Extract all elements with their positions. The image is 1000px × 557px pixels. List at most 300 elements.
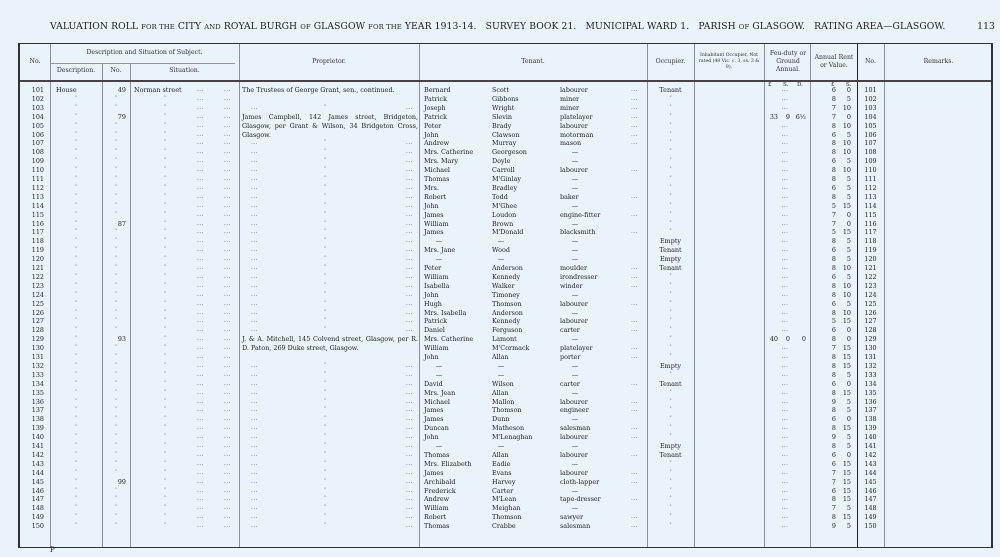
rent-shillings: 5 [846,192,851,201]
tenant-first-name: Mrs. Catherine [424,335,474,344]
row-number-right: 130 [864,344,877,353]
ditto-mark: " [74,451,78,457]
table-row [20,487,995,496]
rent-pounds: 8 [831,148,836,157]
page-title [50,21,995,32]
feu-empty: ... [781,451,789,458]
rent-pounds: 8 [831,290,836,299]
rent-pounds: 8 [831,308,836,317]
leader-dots: ... [197,389,204,396]
row-number: 145 [31,477,44,486]
ditto-mark: " [323,220,327,226]
ditto-mark: " [163,362,167,368]
tenant-occupation: porter [560,353,581,361]
tenant-occupation: motorman [560,130,594,139]
leader-dots: ... [224,309,231,316]
leader-dots: ... [197,220,204,227]
leader-dots: ... [406,434,413,441]
leader-dots: ... [631,523,638,530]
row-number-right: 104 [864,112,877,121]
row-number-right: 101 [864,86,877,94]
leader-dots: ... [197,505,204,512]
leader-dots: ... [224,87,231,93]
tenant-occupation: labourer [560,299,588,308]
tenant-first-name: James [424,210,444,219]
ditto-mark: " [163,354,167,359]
ditto-mark: " [74,202,78,208]
table-row [20,202,995,211]
ditto-mark: " [114,309,118,315]
ditto-mark: " [323,478,327,484]
row-number: 107 [31,139,44,148]
ditto-mark: " [114,407,118,413]
tenant-surname: Thomson [492,299,522,308]
feu-empty: ... [781,95,789,102]
tenant-occupation: labourer [560,166,588,175]
feu-empty: ... [781,211,789,218]
tenant-surname: Loudon [492,210,517,219]
ditto-mark: " [74,149,78,155]
table-row [20,415,995,424]
leader-dots: ... [251,371,258,378]
rent-pounds: 8 [831,388,836,397]
rent-pounds: 8 [831,281,836,290]
feu-empty: ... [781,291,789,298]
ditto-mark: " [163,443,167,448]
rent-shillings: 10 [842,103,851,112]
rent-pounds: 8 [831,166,836,175]
tenant-first-name: James [424,415,444,424]
tenant-first-name: William [424,504,449,513]
ditto-mark: " [323,425,327,431]
leader-dots: ... [251,273,258,280]
rent-pounds: 6 [831,415,836,424]
tenant-surname: Carroll [492,166,515,175]
leader-dots: ... [197,184,204,191]
ditto-mark: " [74,247,78,253]
ditto-mark: " [323,247,327,253]
tenant-surname: Doyle [492,157,511,166]
ditto-mark: " [323,434,327,440]
feu-empty: ... [781,309,789,316]
tenant-occupation: — [571,148,579,157]
tenant-first-name: William [424,344,449,353]
tenant-occupation: — [571,175,579,183]
table-row [20,237,995,246]
tenant-first-name: Thomas [424,175,450,183]
table-row [20,504,995,513]
row-number-right: 118 [864,237,877,246]
leader-dots: ... [197,113,204,120]
tenant-first-name: Andrew [424,139,450,148]
leader-dots: ... [224,505,231,512]
rent-shillings: 15 [842,388,851,397]
ditto-mark: " [669,487,672,493]
header-tenant: Tenant. [521,57,545,65]
ditto-mark: " [114,434,118,440]
leader-dots: ... [224,478,231,485]
ditto-mark: " [669,416,672,422]
ditto-mark: " [114,238,118,244]
title-text: CITY [177,21,202,32]
row-number-right: 128 [864,326,877,335]
feu-empty: ... [781,273,789,280]
leader-dots: ... [251,256,258,263]
rent-pounds: 8 [831,353,836,361]
ditto-mark: " [163,211,167,217]
ditto-mark: " [669,345,672,351]
row-number: 119 [31,246,44,255]
tenant-surname: Allan [492,388,509,397]
unit-pounds: £ [831,82,835,88]
row-number: 117 [31,228,44,237]
table-row [20,95,995,104]
table-row [20,442,995,451]
ditto-mark: " [669,318,672,324]
leader-dots: ... [631,425,638,432]
row-number-right: 150 [864,522,877,531]
situation-cell: Norman street [134,86,182,94]
leader-dots: ... [224,247,231,254]
tenant-surname: Wright [492,103,515,112]
row-number: 126 [31,308,44,317]
rent-pounds: 6 [831,86,836,94]
tenant-occupation: carter [560,379,580,388]
leader-dots: ... [251,211,258,218]
leader-dots: ... [406,309,413,316]
rent-pounds: 6 [831,130,836,139]
table-row [20,495,995,504]
header-no: No. [29,57,41,65]
ditto-mark: " [114,371,118,377]
tenant-surname: Ferguson [492,326,523,335]
tenant-surname: Brown [492,219,514,228]
ditto-mark: " [114,496,118,502]
tenant-first-name: Patrick [424,112,447,121]
tenant-first-name: — [435,255,443,264]
leader-dots: ... [197,354,204,360]
leader-dots: ... [406,282,413,289]
ditto-mark: " [163,460,167,466]
ditto-mark: " [74,354,78,359]
leader-dots: ... [197,443,204,449]
leader-dots: ... [406,176,413,182]
table-row [20,309,995,318]
ditto-mark: " [669,460,672,466]
leader-dots: ... [224,434,231,441]
leader-dots: ... [197,380,204,387]
rent-shillings: 5 [846,130,851,139]
row-number: 106 [31,130,44,139]
leader-dots: ... [224,345,231,352]
feu-empty: ... [781,220,789,227]
ditto-mark: " [669,140,672,146]
rent-pounds: 6 [831,272,836,281]
leader-dots: ... [631,282,638,289]
rent-shillings: 0 [846,415,851,424]
feu-empty: ... [781,229,789,236]
tenant-surname: Meighan [492,504,521,513]
ditto-mark: " [74,158,78,164]
row-number-right: 108 [864,148,877,157]
tenant-surname: Dunn [492,415,510,424]
row-number: 104 [31,112,44,121]
leader-dots: ... [406,291,413,298]
leader-dots: ... [631,104,638,111]
leader-dots: ... [197,202,204,209]
tenant-first-name: Thomas [424,522,450,531]
row-number-right: 133 [864,370,877,379]
ditto-mark: " [163,291,167,297]
feu-empty: ... [781,265,789,271]
ditto-mark: " [669,220,672,226]
ditto-mark: " [163,149,167,155]
ditto-mark: " [74,327,78,333]
tenant-surname: Clawson [492,130,520,139]
leader-dots: ... [251,247,258,254]
header-remarks: Remarks. [923,57,954,65]
rent-pounds: 6 [831,459,836,468]
leader-dots: ... [406,371,413,378]
tenant-surname: M'Cormack [492,344,530,353]
ditto-mark: " [114,416,118,422]
table-row [20,282,995,291]
tenant-first-name: John [424,433,439,442]
ditto-mark: " [669,131,672,137]
ditto-mark: " [669,300,672,306]
ditto-mark: " [74,95,78,101]
table-row [20,451,995,460]
tenant-surname: Anderson [492,308,523,317]
tenant-occupation: carter [560,326,580,335]
table-row [20,255,995,264]
tenant-first-name: Mrs. Isabella [424,308,467,317]
row-number-right: 140 [864,433,877,442]
rent-shillings: 5 [846,272,851,281]
rent-shillings: 10 [842,121,851,130]
leader-dots: ... [251,282,258,289]
row-number: 105 [31,121,44,130]
feu-empty: ... [781,354,789,360]
table-row [20,193,995,202]
leader-dots: ... [197,95,204,102]
ditto-mark: " [669,273,672,279]
rent-shillings: 0 [846,326,851,335]
tenant-occupation: labourer [560,397,588,406]
table-row [20,122,995,131]
ditto-mark: " [323,140,327,146]
leader-dots: ... [406,149,413,156]
tenant-first-name: Patrick [424,317,447,326]
ditto-mark: " [669,469,672,475]
leader-dots: ... [251,443,258,449]
tenant-surname: Kennedy [492,317,521,326]
table-row [20,273,995,282]
row-number: 113 [31,192,44,201]
title-text: AND [204,23,221,31]
row-number-right: 124 [864,290,877,299]
tenant-surname: Kennedy [492,272,521,281]
ditto-mark: " [163,371,167,377]
ditto-mark: " [74,407,78,413]
row-number-right: 110 [864,166,877,175]
tenant-occupation: — [571,335,579,344]
ditto-mark: " [74,514,78,520]
rent-shillings: 5 [846,255,851,264]
tenant-occupation: platelayer [560,112,593,121]
rent-pounds: 5 [831,228,836,237]
ditto-mark: " [114,167,118,173]
tenant-occupation: — [571,361,579,370]
ditto-mark: " [323,389,327,395]
rent-shillings: 5 [846,442,851,450]
tenant-surname: Brady [492,121,512,130]
leader-dots: ... [631,451,638,458]
tenant-occupation: — [571,308,579,317]
leader-dots: ... [197,131,204,138]
row-number-right: 112 [864,183,877,192]
ditto-mark: " [114,443,118,448]
leader-dots: ... [197,229,204,236]
proprietor-entry: James Campbell, 142 James street, Bridgeton, Glasgow, per Grant & Wilson, 34 Bridgeton Cross, Glasgow. [242,112,418,139]
tenant-surname: Wood [492,246,510,255]
row-number: 135 [31,388,44,397]
leader-dots: ... [224,362,231,369]
ditto-mark: " [163,389,167,395]
tenant-occupation: labourer [560,450,588,459]
row-number-right: 120 [864,255,877,264]
ditto-mark: " [114,460,118,466]
ditto-mark: " [323,371,327,377]
row-number-right: 132 [864,361,877,370]
rent-shillings: 10 [842,166,851,175]
leader-dots: ... [224,158,231,165]
tenant-first-name: Mrs. Catherine [424,148,474,157]
row-number-right: 126 [864,308,877,317]
leader-dots: ... [224,514,231,521]
rent-pounds: 7 [831,344,836,353]
ditto-mark: " [74,336,78,342]
row-number: 116 [31,219,44,228]
title-text: VALUATION ROLL [50,21,139,32]
leader-dots: ... [406,202,413,209]
tenant-occupation: — [571,442,579,450]
tenant-occupation: — [571,237,579,246]
rent-shillings: 5 [846,157,851,166]
tenant-first-name: Robert [424,192,447,201]
leader-dots: ... [224,425,231,432]
feu-empty: ... [781,434,789,441]
leader-dots: ... [224,202,231,209]
leader-dots: ... [631,87,638,93]
leader-dots: ... [224,371,231,378]
leader-dots: ... [251,389,258,396]
leader-dots: ... [224,336,231,343]
ditto-mark: " [323,176,327,181]
ditto-mark: " [669,496,672,502]
tenant-surname: Carter [492,486,514,495]
leader-dots: ... [251,149,258,156]
header-description-group: Description and Situation of Subject. [86,49,203,57]
ditto-mark: " [163,523,167,529]
feu-empty: ... [781,496,789,503]
tenant-first-name: Mrs. Elizabeth [424,459,472,468]
ditto-mark: " [323,193,327,199]
ditto-mark: " [114,256,118,262]
row-number: 136 [31,397,44,406]
ditto-mark: " [74,282,78,288]
feu-empty: ... [781,247,789,254]
rent-shillings: 15 [842,201,851,210]
rent-pounds: 8 [831,264,836,272]
row-number-right: 123 [864,281,877,290]
feu-empty: ... [781,300,789,307]
tenant-occupation: salesman [560,424,591,433]
ditto-mark: " [669,158,672,164]
ditto-mark: " [74,389,78,395]
leader-dots: ... [224,523,231,530]
tenant-occupation: — [571,255,579,264]
ditto-mark: " [114,345,118,351]
leader-dots: ... [631,211,638,218]
tenant-first-name: Hugh [424,299,442,308]
leader-dots: ... [406,398,413,405]
row-number-right: 125 [864,299,877,308]
ditto-mark: " [114,487,118,493]
row-number-right: 115 [864,210,877,219]
leader-dots: ... [406,460,413,467]
feu-empty: ... [781,380,789,387]
ditto-mark: " [114,122,118,128]
table-row [20,335,995,344]
leader-dots: ... [251,496,258,503]
feu-empty: ... [781,460,789,467]
rent-shillings: 0 [846,210,851,219]
rent-pounds: 7 [831,219,836,228]
occupier-cell: Empty [660,237,681,246]
ditto-mark: " [114,425,118,431]
tenant-first-name: Daniel [424,326,445,335]
leader-dots: ... [251,167,258,174]
header-annual-rent: Annual Rent or Value. [814,53,854,69]
ditto-mark: " [323,238,327,244]
ditto-mark: " [163,451,167,457]
leader-dots: ... [197,273,204,280]
ditto-mark: " [669,434,672,440]
tenant-occupation: — [571,183,579,192]
ditto-mark: " [74,104,78,110]
row-number-right: 122 [864,272,877,281]
row-number: 142 [31,450,44,459]
row-number-right: 131 [864,353,877,361]
table-row [20,166,995,175]
ditto-mark: " [74,434,78,440]
row-number: 133 [31,370,44,379]
tenant-occupation: platelayer [560,344,593,353]
tenant-first-name: Mrs. Jane [424,246,456,255]
ditto-mark: " [669,327,672,333]
leader-dots: ... [631,496,638,503]
leader-dots: ... [251,425,258,432]
ditto-mark: " [74,167,78,173]
ditto-mark: " [74,398,78,404]
table-row [20,522,995,531]
ditto-mark: " [74,416,78,422]
row-number-right: 147 [864,495,877,504]
tenant-first-name: Joseph [424,103,446,112]
leader-dots: ... [224,273,231,280]
table-row [20,317,995,326]
